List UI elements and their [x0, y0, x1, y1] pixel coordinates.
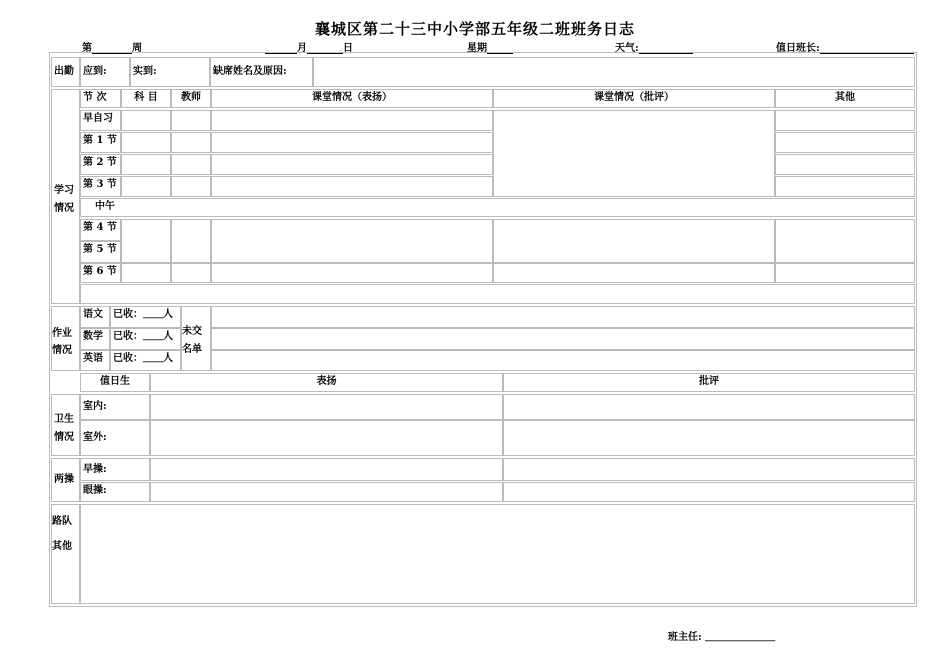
study-section	[51, 89, 80, 304]
study-label-2: 情况	[54, 203, 74, 214]
praise-cell[interactable]	[211, 263, 493, 283]
subject-cell[interactable]	[121, 176, 171, 197]
other-cell[interactable]	[775, 110, 915, 131]
indoor-praise-cell[interactable]	[150, 394, 503, 420]
absent-cell[interactable]	[313, 57, 915, 87]
study-label-1: 学习	[54, 185, 74, 196]
teacher-signature: 班主任: ＿＿＿＿＿＿＿	[668, 632, 776, 643]
criticism-am-cell[interactable]	[493, 110, 775, 197]
noon-row[interactable]: 中午	[80, 198, 915, 217]
week-prefix: 第	[82, 43, 92, 54]
col-teacher: 教师	[171, 89, 211, 108]
exercises-label: 两操	[51, 458, 80, 502]
other-cell[interactable]	[775, 263, 915, 283]
eye-praise-cell[interactable]	[150, 482, 503, 502]
praise-cell[interactable]	[211, 110, 493, 131]
day-label: 日	[343, 43, 353, 54]
homework-received[interactable]: 已收：＿＿人	[110, 328, 181, 350]
other-cell[interactable]	[775, 132, 915, 153]
not-submitted-label-2: 名单	[182, 344, 202, 355]
hygiene-section	[51, 394, 80, 456]
period-row-label: 第 4 节	[80, 219, 121, 241]
col-praise: 课堂情况（表扬）	[211, 89, 493, 108]
period-row-label: 第 3 节	[80, 176, 121, 197]
road-team-label: 路队	[52, 516, 72, 527]
other-cell[interactable]	[775, 154, 915, 175]
col-duty-criticism: 批评	[503, 373, 915, 392]
period-row-label: 早自习	[80, 110, 121, 131]
outdoor-label[interactable]: 室外:	[80, 420, 150, 456]
outdoor-praise-cell[interactable]	[150, 420, 503, 456]
morning-exercise-label[interactable]: 早操:	[80, 458, 150, 481]
praise-pm-cell[interactable]	[211, 219, 493, 263]
page-title: 襄城区第二十三中小学部五年级二班班务日志	[314, 20, 635, 38]
period-row-label: 第 6 节	[80, 263, 121, 283]
month-label: 月	[297, 43, 307, 54]
teacher-cell[interactable]	[171, 263, 211, 283]
homework-received[interactable]: 已收：＿＿人	[110, 306, 181, 328]
not-submitted-label-1: 未交	[182, 326, 202, 337]
teacher-cell[interactable]	[171, 176, 211, 197]
teacher-pm-cell[interactable]	[171, 219, 211, 263]
subject-cell[interactable]	[121, 132, 171, 153]
homework-subject: 数学	[80, 328, 110, 350]
homework-subject: 英语	[80, 350, 110, 371]
weekday-label: 星期	[467, 43, 487, 54]
morning-praise-cell[interactable]	[150, 458, 503, 481]
subject-cell[interactable]	[121, 263, 171, 283]
praise-cell[interactable]	[211, 132, 493, 153]
praise-cell[interactable]	[211, 154, 493, 175]
col-subject: 科 目	[121, 89, 171, 108]
monitor-label: 值日班长:	[776, 43, 820, 54]
outdoor-criticism-cell[interactable]	[503, 420, 915, 456]
praise-cell[interactable]	[211, 176, 493, 197]
absent-label: 缺席姓名及原因:	[210, 57, 313, 87]
period-row-label: 第 1 节	[80, 132, 121, 153]
indoor-criticism-cell[interactable]	[503, 394, 915, 420]
period-row-label: 第 5 节	[80, 241, 121, 263]
col-criticism: 课堂情况（批评）	[493, 89, 775, 108]
other-pm-cell[interactable]	[775, 219, 915, 263]
homework-label-2: 情况	[52, 345, 72, 356]
week-suffix: 周	[132, 43, 142, 54]
teacher-cell[interactable]	[171, 132, 211, 153]
eye-criticism-cell[interactable]	[503, 482, 915, 502]
criticism-pm-cell[interactable]	[493, 219, 775, 263]
not-submitted-label-cell	[181, 306, 211, 371]
other-cell[interactable]	[775, 176, 915, 197]
col-period: 节 次	[80, 89, 121, 108]
indoor-label[interactable]: 室内:	[80, 394, 150, 420]
not-submitted-cell[interactable]	[211, 306, 915, 328]
homework-received[interactable]: 已收：＿＿人	[110, 350, 181, 371]
eye-exercise-label[interactable]: 眼操:	[80, 482, 150, 502]
expected-cell[interactable]: 应到:	[80, 57, 130, 87]
period-row-label: 第 2 节	[80, 154, 121, 175]
road-other-cell[interactable]	[80, 504, 915, 604]
not-submitted-cell[interactable]	[211, 350, 915, 371]
hygiene-label-1: 卫生	[54, 414, 74, 425]
col-duty-praise: 表扬	[150, 373, 503, 392]
col-duty-student: 值日生	[80, 373, 150, 392]
subject-pm-cell[interactable]	[121, 219, 171, 263]
homework-label-1: 作业	[52, 328, 72, 339]
teacher-cell[interactable]	[171, 154, 211, 175]
criticism-cell[interactable]	[493, 263, 775, 283]
teacher-cell[interactable]	[171, 110, 211, 131]
study-notes-row[interactable]	[80, 284, 915, 304]
subject-cell[interactable]	[121, 110, 171, 131]
hygiene-label-2: 情况	[54, 432, 74, 443]
not-submitted-cell[interactable]	[211, 328, 915, 350]
subject-cell[interactable]	[121, 154, 171, 175]
col-other: 其他	[775, 89, 915, 108]
actual-cell[interactable]: 实到:	[130, 57, 210, 87]
other-label: 其他	[52, 541, 72, 552]
attendance-label: 出勤	[51, 57, 80, 87]
homework-subject: 语文	[80, 306, 110, 328]
weather-label: 天气:	[615, 43, 639, 54]
morning-criticism-cell[interactable]	[503, 458, 915, 481]
